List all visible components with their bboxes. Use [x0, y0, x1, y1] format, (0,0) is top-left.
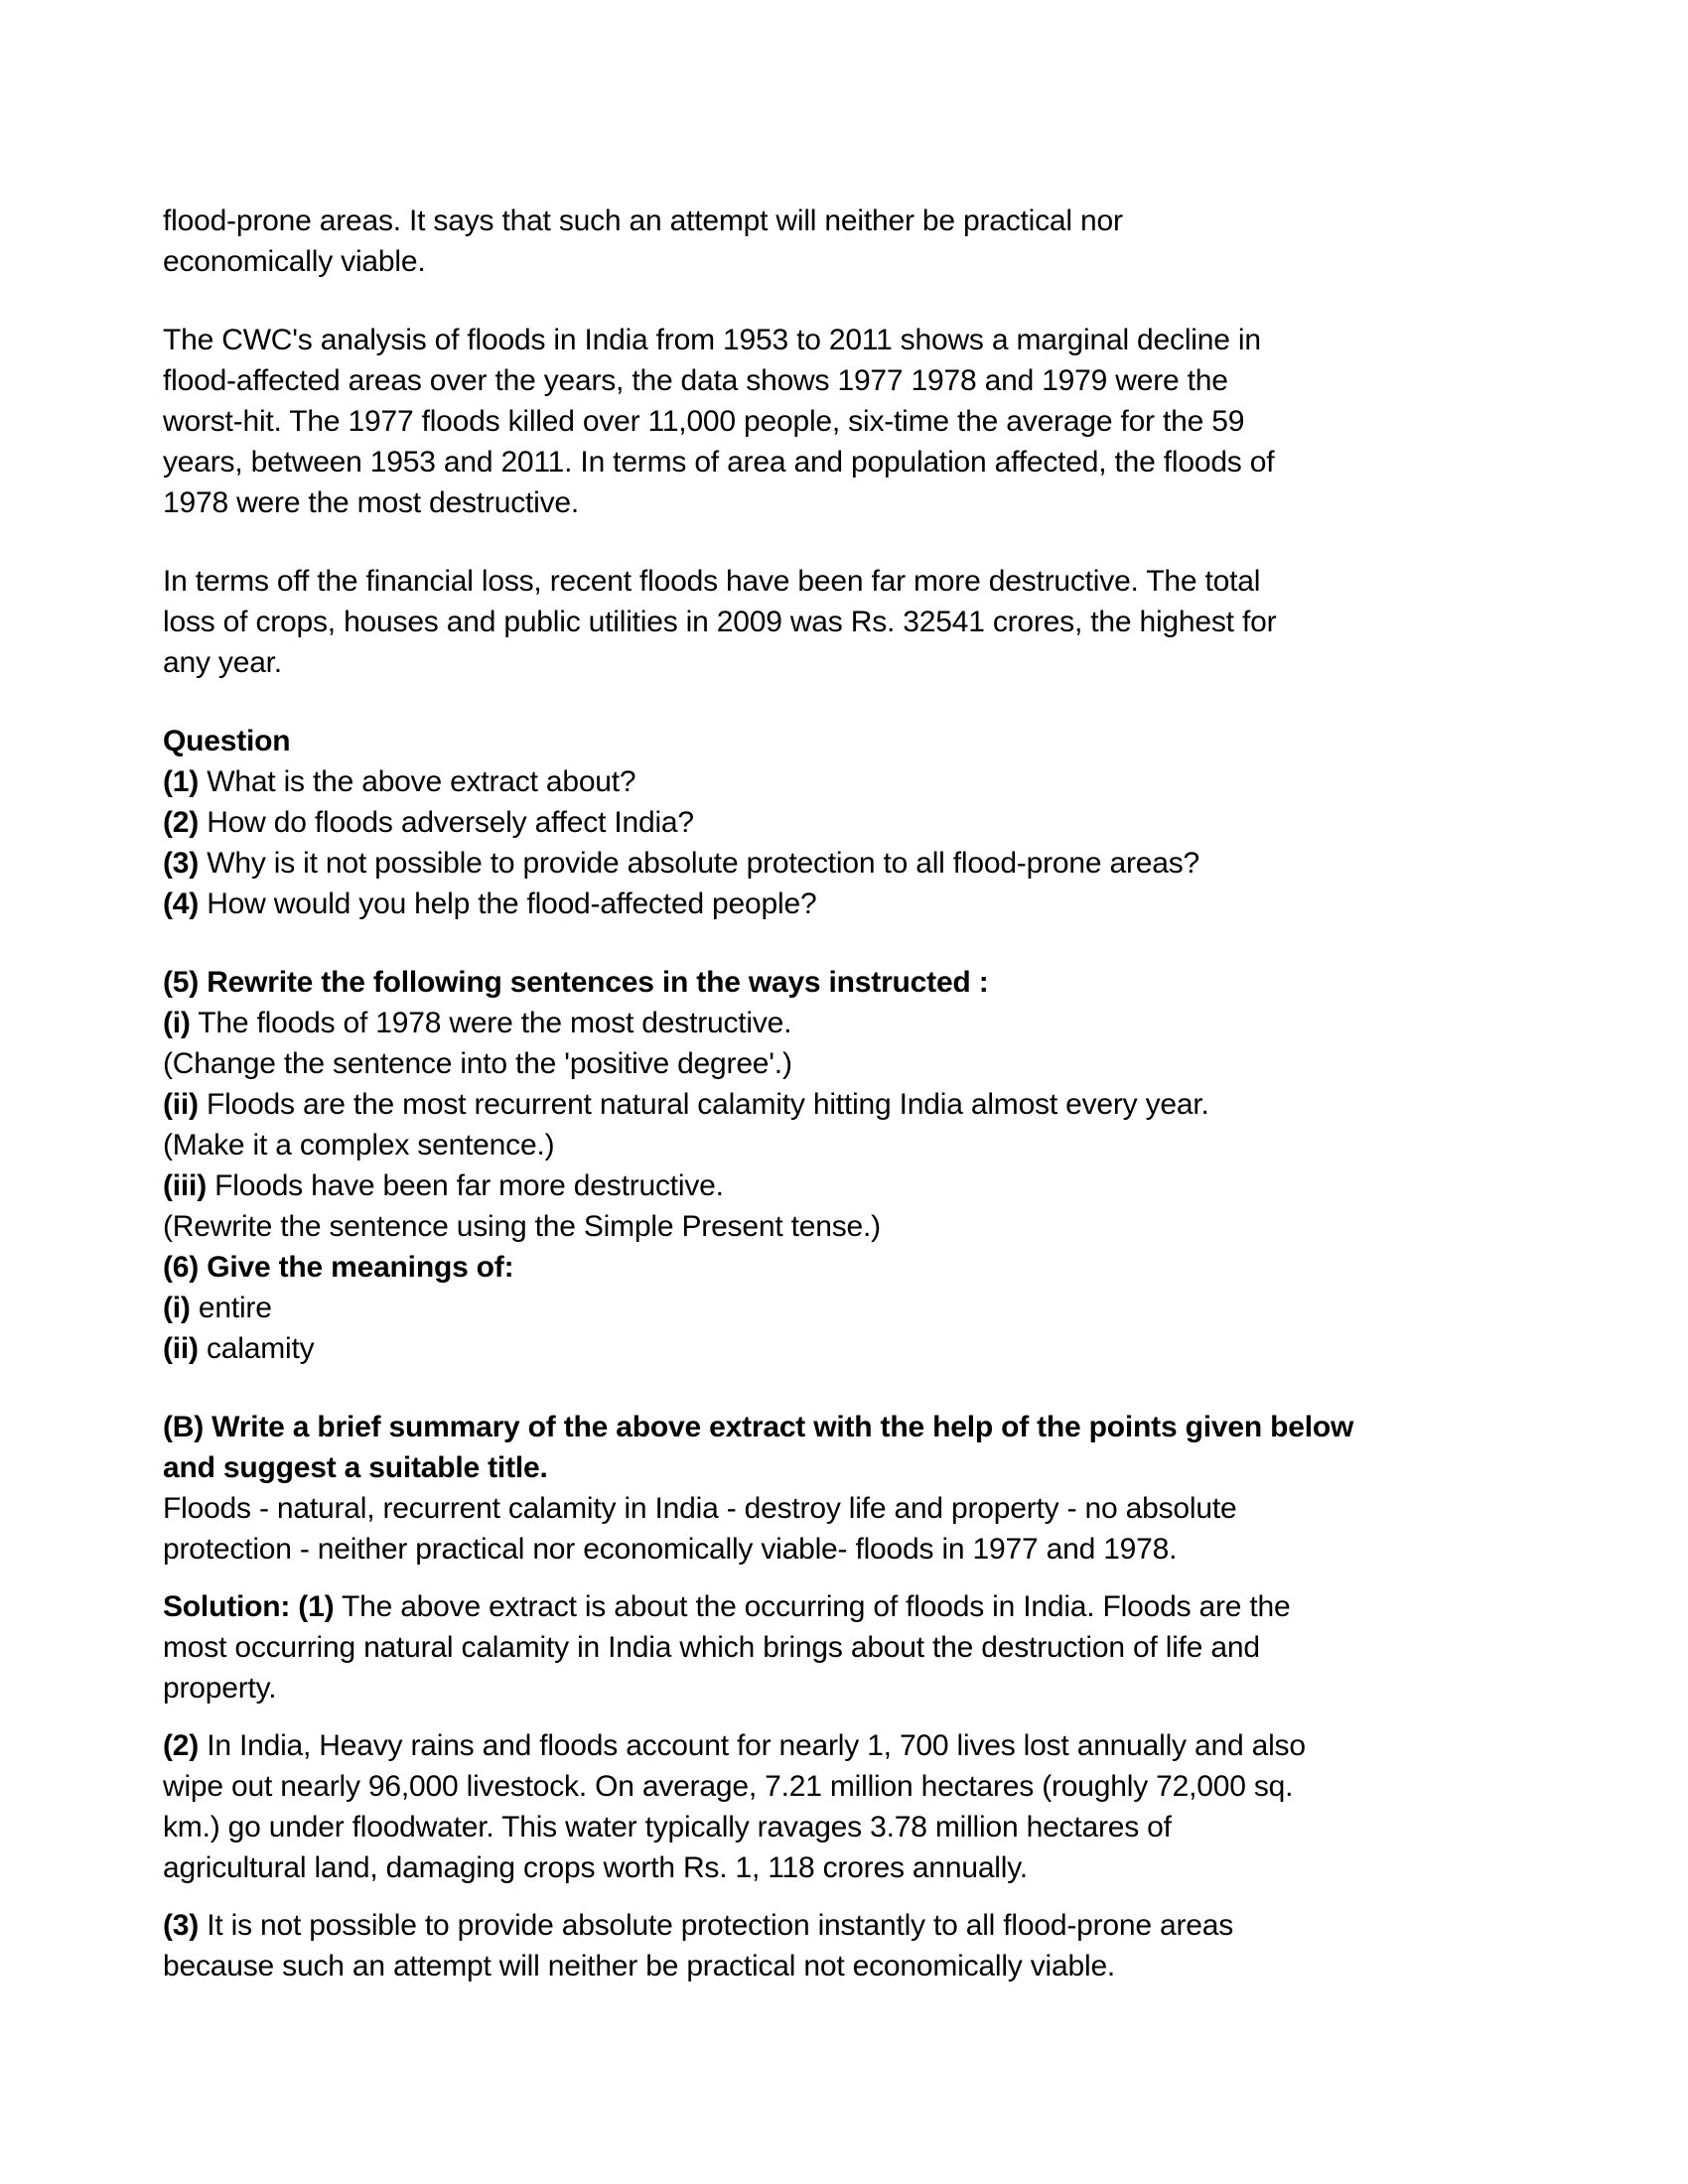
solution-answer-2	[163, 1725, 1573, 1888]
paragraph-cwc-analysis-line	[163, 442, 1573, 482]
paragraph-flood-prone-continuation-line	[163, 241, 1573, 282]
paragraph-cwc-analysis-line	[163, 320, 1573, 360]
solution-answer-3-line	[163, 1946, 1573, 1986]
text-run-bold: (5) Rewrite the following sentences in the ways instructed :	[163, 966, 989, 999]
text-run: What is the above extract about?	[199, 765, 636, 798]
rewrite-instructions-list-line	[163, 1165, 1573, 1206]
text-run-bold: (1)	[163, 765, 200, 798]
paragraph-cwc-analysis	[163, 320, 1573, 523]
text-run: How do floods adversely affect India?	[199, 806, 694, 839]
summary-task-line	[163, 1488, 1573, 1529]
text-run-bold: (2)	[163, 806, 200, 839]
text-run-bold: (i)	[163, 1007, 191, 1039]
text-run: because such an attempt will neither be practical not economically viable.	[163, 1950, 1116, 1982]
text-run: (Make it a complex sentence.)	[163, 1129, 555, 1161]
solution-answer-1-line	[163, 1627, 1573, 1668]
text-run: calamity	[198, 1332, 315, 1365]
text-run: The CWC's analysis of floods in India from 1953 to 2011 shows a marginal decline in	[163, 324, 1261, 356]
text-run-bold: (B) Write a brief summary of the above extract with the help of the points given below	[163, 1411, 1354, 1443]
solution-answer-1	[163, 1586, 1573, 1708]
text-run-bold: (3)	[163, 1909, 200, 1942]
summary-task-line	[163, 1407, 1573, 1447]
paragraph-flood-prone-continuation	[163, 201, 1573, 282]
text-run: It is not possible to provide absolute protection instantly to all flood-prone areas	[199, 1909, 1234, 1942]
question-list-line	[163, 884, 1573, 924]
paragraph-flood-prone-continuation-line	[163, 201, 1573, 241]
text-run: property.	[163, 1672, 277, 1705]
paragraph-financial-loss	[163, 561, 1573, 683]
text-run-bold: (ii)	[163, 1332, 199, 1365]
solution-answer-1-line	[163, 1668, 1573, 1708]
text-run-bold: (iii)	[163, 1169, 207, 1202]
text-run-bold: (6) Give the meanings of:	[163, 1251, 514, 1284]
paragraph-financial-loss-line	[163, 642, 1573, 683]
text-run-bold: Question	[163, 725, 291, 757]
text-run: agricultural land, damaging crops worth Rs. 1, 118 crores annually.	[163, 1851, 1028, 1884]
text-run-bold: (i)	[163, 1292, 191, 1324]
text-run: years, between 1953 and 2011. In terms of area and population affected, the floods of	[163, 446, 1275, 478]
paragraph-financial-loss-line	[163, 561, 1573, 602]
text-run: (Change the sentence into the 'positive degree'.)	[163, 1047, 792, 1080]
rewrite-instructions-list-line	[163, 1084, 1573, 1125]
text-run-bold: Solution: (1)	[163, 1590, 335, 1623]
summary-task	[163, 1407, 1573, 1570]
text-run: flood-prone areas. It says that such an attempt will neither be practical nor	[163, 205, 1123, 237]
text-run: Floods - natural, recurrent calamity in India - destroy life and property - no absolute	[163, 1492, 1237, 1525]
paragraph-cwc-analysis-line	[163, 401, 1573, 442]
text-run: protection - neither practical nor economically viable- floods in 1977 and 1978.	[163, 1533, 1178, 1566]
text-run: How would you help the flood-affected people?	[199, 887, 817, 920]
rewrite-instructions-list-line	[163, 1043, 1573, 1084]
paragraph-cwc-analysis-line	[163, 360, 1573, 401]
rewrite-instructions-list-line	[163, 962, 1573, 1003]
document-content	[163, 201, 1573, 1986]
text-run: worst-hit. The 1977 floods killed over 11,000 people, six-time the average for the 59	[163, 405, 1245, 438]
question-list-line	[163, 761, 1573, 802]
paragraph-cwc-analysis-line	[163, 482, 1573, 523]
text-run: any year.	[163, 646, 282, 679]
text-run: Why is it not possible to provide absolute protection to all flood-prone areas?	[199, 847, 1199, 880]
text-run: In India, Heavy rains and floods account for nearly 1, 700 lives lost annually and also	[199, 1729, 1306, 1762]
text-run: Floods have been far more destructive.	[207, 1169, 724, 1202]
text-run: In terms off the financial loss, recent floods have been far more destructive. The total	[163, 565, 1261, 598]
rewrite-instructions-list	[163, 962, 1573, 1369]
text-run: loss of crops, houses and public utilities in 2009 was Rs. 32541 crores, the highest for	[163, 606, 1277, 638]
question-list-line	[163, 843, 1573, 884]
text-run: entire	[190, 1292, 272, 1324]
text-run: Floods are the most recurrent natural calamity hitting India almost every year.	[198, 1088, 1209, 1121]
text-run-bold: (3)	[163, 847, 200, 880]
solution-answer-2-line	[163, 1766, 1573, 1807]
text-run: The above extract is about the occurring of floods in India. Floods are the	[334, 1590, 1291, 1623]
solution-answer-2-line	[163, 1807, 1573, 1847]
rewrite-instructions-list-line	[163, 1003, 1573, 1043]
question-list	[163, 721, 1573, 924]
question-list-line	[163, 802, 1573, 843]
text-run: (Rewrite the sentence using the Simple Present tense.)	[163, 1210, 881, 1243]
text-run: flood-affected areas over the years, the data shows 1977 1978 and 1979 were the	[163, 364, 1228, 397]
text-run: most occurring natural calamity in India which brings about the destruction of life and	[163, 1631, 1260, 1664]
rewrite-instructions-list-line	[163, 1288, 1573, 1328]
text-run-bold: (ii)	[163, 1088, 199, 1121]
solution-answer-2-line	[163, 1847, 1573, 1888]
summary-task-line	[163, 1529, 1573, 1570]
text-run: 1978 were the most destructive.	[163, 486, 580, 519]
rewrite-instructions-list-line	[163, 1206, 1573, 1247]
summary-task-line	[163, 1447, 1573, 1488]
text-run: wipe out nearly 96,000 livestock. On average, 7.21 million hectares (roughly 72,000 sq.	[163, 1770, 1294, 1803]
solution-answer-3-line	[163, 1905, 1573, 1946]
text-run: km.) go under floodwater. This water typically ravages 3.78 million hectares of	[163, 1811, 1172, 1843]
text-run-bold: (4)	[163, 887, 200, 920]
text-run-bold: and suggest a suitable title.	[163, 1451, 548, 1484]
solution-answer-1-line	[163, 1586, 1573, 1627]
rewrite-instructions-list-line	[163, 1125, 1573, 1165]
text-run: The floods of 1978 were the most destructive.	[190, 1007, 792, 1039]
rewrite-instructions-list-line	[163, 1328, 1573, 1369]
rewrite-instructions-list-line	[163, 1247, 1573, 1288]
solution-answer-3	[163, 1905, 1573, 1986]
paragraph-financial-loss-line	[163, 602, 1573, 642]
text-run-bold: (2)	[163, 1729, 200, 1762]
text-run: economically viable.	[163, 245, 426, 278]
question-list-line	[163, 721, 1573, 761]
solution-answer-2-line	[163, 1725, 1573, 1766]
